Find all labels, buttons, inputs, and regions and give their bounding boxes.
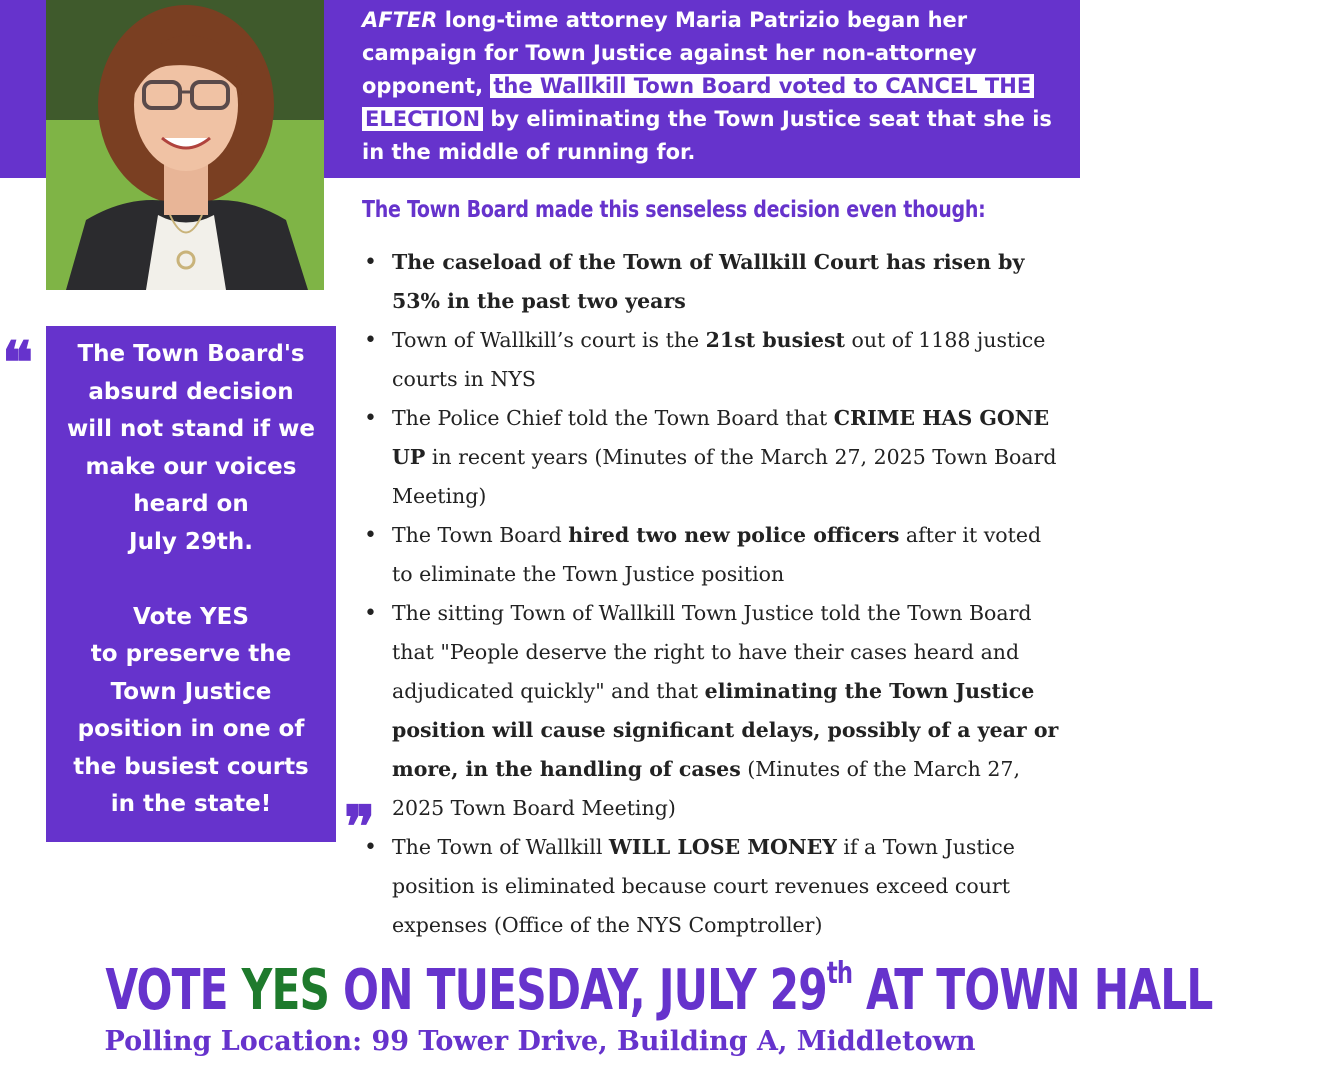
quote-line: make our voices <box>85 453 297 480</box>
quote-line: absurd decision <box>88 378 294 405</box>
bullet-text: after it voted to eliminate the Town Justice position <box>392 523 1042 586</box>
bullet-bold: 21st busiest <box>705 328 845 352</box>
reasons-list <box>362 243 1062 945</box>
bullet-text: Town of Wallkill’s court is the <box>392 328 706 352</box>
list-item <box>362 243 1062 321</box>
candidate-photo <box>46 0 324 290</box>
intro-part1: long-time attorney Maria Patrizio began her campaign for Town Justice against her non-attorney opponent, <box>362 8 977 98</box>
bullet-text: The Town of Wallkill <box>392 835 609 859</box>
bullet-bold: eliminating the Town Justice position will cause significant delays, possibly of a year or more, in the handling of cases <box>392 679 1059 781</box>
bullet-bold: hired two new police officers <box>568 523 900 547</box>
portrait-photo-icon <box>46 0 324 290</box>
quote-line: heard on <box>133 491 249 517</box>
quote-line: position in one of <box>77 716 305 742</box>
intro-after: AFTER <box>362 8 438 32</box>
bullet-text: if a Town Justice position is eliminated because court revenues exceed court expenses (Office of the NYS Comptroller) <box>392 835 1015 937</box>
bullet-text: The sitting Town of Wallkill Town Justice told the Town Board that "People deserve the right to have their cases heard and adjudicated quickly" and that <box>392 601 1032 703</box>
bullet-bold: The caseload of the Town of Wallkill Court has risen by 53% in the past two years <box>392 250 1025 313</box>
bullet-bold: WILL LOSE MONEY <box>608 835 837 859</box>
intro-part2: by eliminating the Town Justice seat that she is in the middle of running for. <box>362 107 1052 164</box>
list-item <box>362 399 1062 516</box>
bullet-text: The Police Chief told the Town Board that <box>392 406 834 430</box>
intro-paragraph <box>362 4 1062 169</box>
vote-superscript: th <box>826 956 853 991</box>
quote-line: to preserve the <box>90 641 292 667</box>
quote-line: will not stand if we <box>67 416 315 442</box>
vote-text: ON TUESDAY, JULY 29 <box>329 958 827 1023</box>
bullet-text: in recent years (Minutes of the March 27, 2025 Town Board Meeting) <box>392 445 1057 508</box>
intro-highlight-1: the Wallkill Town Board voted to CANCEL THE <box>490 74 1034 98</box>
bullet-bold: CRIME HAS GONE UP <box>392 406 1050 469</box>
list-item <box>362 828 1062 945</box>
list-item <box>362 516 1062 594</box>
close-quote-icon: ❞ <box>344 793 376 861</box>
quote-line: July 29th. <box>129 528 253 555</box>
bullet-text: The Town Board <box>392 523 569 547</box>
vote-yes: YES <box>241 958 330 1023</box>
quote-spacer <box>50 561 332 599</box>
intro-highlight-2: ELECTION <box>362 107 483 131</box>
bullet-text: out of 1188 justice courts in NYS <box>392 328 1046 391</box>
polling-location: Polling Location: 99 Tower Drive, Building A, Middletown <box>104 1026 976 1057</box>
quote-line: The Town Board's <box>77 341 305 367</box>
vote-text: VOTE <box>105 958 242 1023</box>
quote-line: in the state! <box>110 791 272 817</box>
open-quote-icon: ❝ <box>2 329 34 397</box>
quote-line: Town Justice <box>110 678 272 705</box>
bullet-text: (Minutes of the March 27, 2025 Town Board Meeting) <box>392 757 1020 820</box>
quote-line: Vote YES <box>133 603 249 630</box>
quote-text <box>46 336 332 824</box>
list-item <box>362 594 1062 828</box>
section-subheading: The Town Board made this senseless decision even though: <box>362 197 986 223</box>
quote-line: the busiest courts <box>73 753 309 780</box>
vote-headline <box>0 956 1213 1023</box>
vote-text: AT TOWN HALL <box>852 958 1213 1023</box>
list-item <box>362 321 1062 399</box>
quote-box <box>46 326 336 842</box>
